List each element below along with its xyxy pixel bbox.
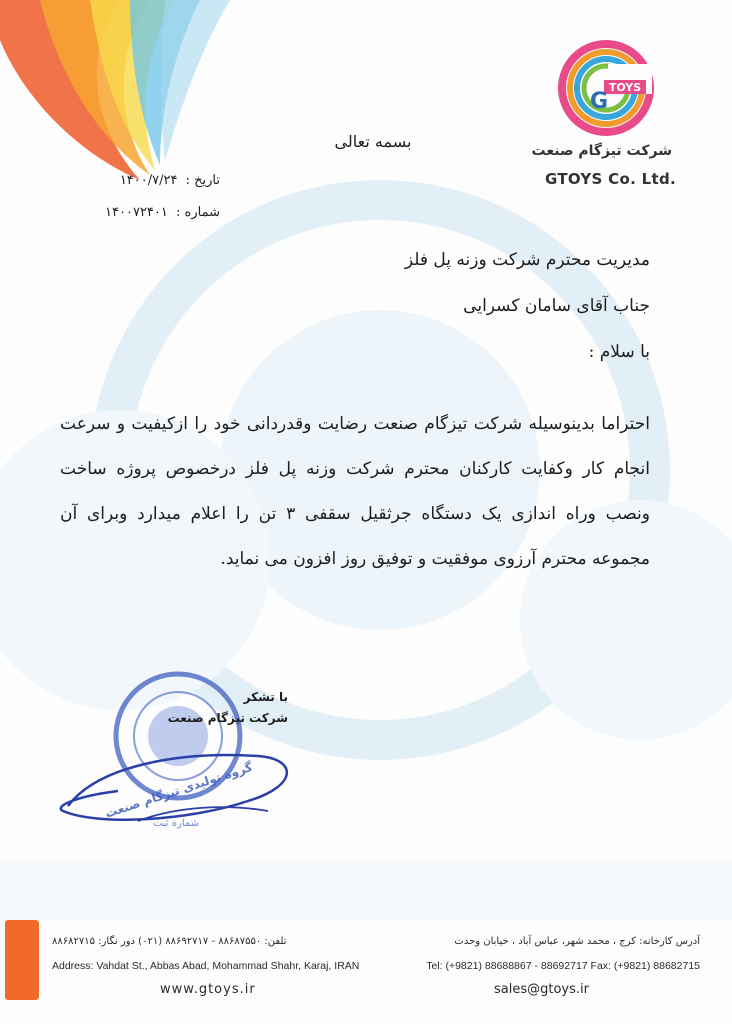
- number-value: ۱۴۰۰۷۲۴۰۱: [105, 205, 168, 220]
- bismillah-heading: بسمه تعالی: [334, 132, 412, 151]
- footer-address-en: Address: Vahdat St., Abbas Abad, Mohammad Shahr, Karaj, IRAN: [52, 960, 360, 972]
- letter-body: احتراما بدینوسیله شرکت تیزگام صنعت رضایت وقدردانی خود را ازکیفیت و سرعت انجام کار وکفایت کارکنان محترم شرکت وزنه پل فلز درخصوص پروژه ساخت ونصب وراه اندازی یک دستگاه جرثقیل سقفی ۳ تن را اعلام میدارد وبرای آن مجموعه محترم آرزوی موفقیت و توفیق روز افزون می نماید.: [60, 414, 650, 569]
- logo-letter: G: [589, 89, 609, 114]
- footer-address-fa: آدرس کارخانه: کرج ، محمد شهر، عباس آباد ، خیابان وحدت: [454, 936, 700, 947]
- stamp-registration: شماره ثبت: [152, 818, 200, 829]
- footer-tel-fax-en: Tel: (+9821) 88688867 - 88692717 Fax: (+9821) 88682715: [426, 960, 700, 972]
- addressee-person: جناب آقای سامان کسرایی: [463, 296, 650, 316]
- addressee-company: مدیریت محترم شرکت وزنه پل فلز: [404, 250, 650, 270]
- date-label: تاریخ :: [185, 173, 220, 188]
- closing-company: شرکت تیزگام صنعت: [167, 711, 288, 725]
- letter-date: [60, 173, 220, 188]
- footer-website-link[interactable]: www.gtoys.ir: [160, 982, 256, 997]
- number-label: شماره :: [176, 205, 220, 220]
- logo-text: TOYS: [608, 81, 642, 94]
- stamp-ring-text: گروه تولیدی تیزگام صنعت: [103, 759, 255, 821]
- company-stamp: [58, 656, 308, 846]
- footer-phone-fa: تلفن: ۸۸۶۸۷۵۵۰ - ۸۸۶۹۲۷۱۷ (۰۲۱) دور نگار: ۸۸۶۸۲۷۱۵: [52, 936, 287, 947]
- rainbow-swoosh: [0, 0, 250, 200]
- footer-email-link[interactable]: sales@gtoys.ir: [494, 982, 589, 997]
- company-name-fa: شرکت تیزگام صنعت: [531, 143, 672, 159]
- footer-accent-bar: [5, 920, 39, 1000]
- company-name-en: GTOYS Co. Ltd.: [545, 170, 676, 188]
- letter-number: [60, 205, 220, 220]
- greeting: با سلام :: [588, 342, 650, 362]
- date-value: ۱۴۰۰/۷/۲۴: [119, 173, 178, 188]
- closing-thanks: با تشکر: [243, 690, 288, 704]
- gtoys-logo: [556, 36, 656, 140]
